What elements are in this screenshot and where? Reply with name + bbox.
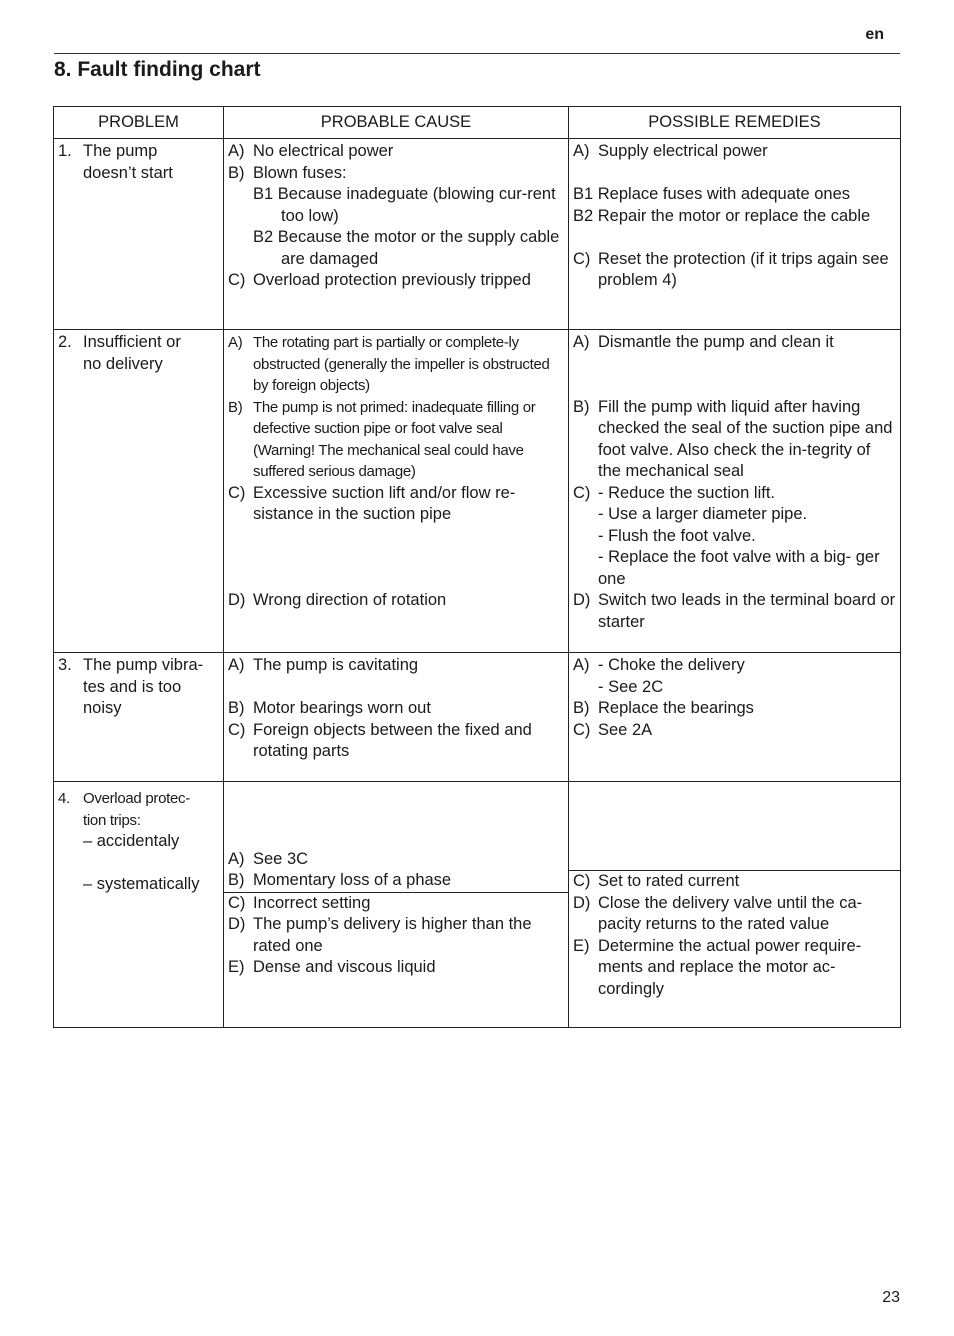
header-rule bbox=[54, 53, 900, 54]
table-row bbox=[54, 139, 901, 330]
remedy-label: C) bbox=[573, 483, 591, 502]
cause-text: Excessive suction lift and/or flow re-sistance in the suction pipe bbox=[253, 483, 516, 523]
problem-item bbox=[58, 655, 220, 720]
remedy-item bbox=[573, 249, 897, 292]
cause-item bbox=[228, 870, 565, 892]
cause-cell bbox=[224, 330, 569, 653]
problem-text: tes and is too bbox=[83, 677, 182, 696]
remedy-subitem: - Replace the foot valve with a big- ger one bbox=[598, 548, 880, 588]
problem-text: noisy bbox=[83, 699, 122, 717]
cause-text: The rotating part is partially or complete-ly obstructed (generally the impeller is obstructed by foreign objects) bbox=[253, 334, 550, 394]
remedy-label: E) bbox=[573, 936, 590, 955]
cause-label: D) bbox=[228, 591, 246, 609]
cause-item bbox=[228, 163, 565, 185]
cause-label: B) bbox=[228, 398, 243, 416]
cause-label: C) bbox=[228, 271, 246, 289]
problem-number: 4. bbox=[58, 790, 70, 807]
problem-text: no delivery bbox=[83, 354, 163, 373]
problem-text: tion trips: bbox=[83, 811, 141, 829]
cause-item bbox=[228, 590, 565, 612]
cause-text: Motor bearings worn out bbox=[253, 699, 431, 717]
cause-text: The pump’s delivery is higher than the rated one bbox=[253, 915, 532, 955]
remedy-item bbox=[573, 936, 897, 1001]
remedy-cell bbox=[569, 782, 901, 1028]
problem-text: The pump vibra- bbox=[83, 656, 204, 674]
cause-text: The pump is not primed: inadequate filling or defective suction pipe or foot valve seal (Warning! The mechanical seal could have suffered serious damage) bbox=[253, 398, 536, 480]
remedy-subitem: - Flush the foot valve. bbox=[598, 526, 756, 545]
cause-item bbox=[228, 397, 565, 483]
remedy-item bbox=[573, 332, 897, 354]
problem-item bbox=[58, 332, 220, 375]
cause-item bbox=[228, 957, 565, 979]
remedy-cell bbox=[569, 330, 901, 653]
table-row bbox=[54, 330, 901, 653]
remedy-label: C) bbox=[573, 249, 591, 268]
problem-number: 2. bbox=[58, 333, 72, 351]
remedy-text: - Choke the delivery bbox=[598, 656, 745, 674]
problem-cell bbox=[54, 653, 224, 782]
problem-number: 1. bbox=[58, 142, 72, 160]
remedy-item bbox=[573, 698, 897, 720]
cause-label: A) bbox=[228, 334, 243, 351]
header-probable-cause: PROBABLE CAUSE bbox=[224, 107, 569, 139]
remedy-label: D) bbox=[573, 591, 591, 609]
remedy-item bbox=[573, 655, 897, 677]
problem-text: doesn’t start bbox=[83, 163, 173, 182]
remedy-label: D) bbox=[573, 893, 591, 912]
cause-item bbox=[228, 483, 565, 526]
cause-label: C) bbox=[228, 483, 246, 502]
cause-label: C) bbox=[228, 720, 246, 739]
remedy-text: Fill the pump with liquid after having checked the seal of the suction pipe and foot valve. Also check the in-tegrity of the mechanical seal bbox=[598, 397, 893, 480]
remedy-text: See 2A bbox=[598, 720, 653, 739]
problem-mode: – systematically bbox=[83, 875, 200, 893]
cause-cell bbox=[224, 782, 569, 1028]
cause-text: Dense and viscous liquid bbox=[253, 958, 436, 976]
cause-text: See 3C bbox=[253, 849, 309, 868]
page-number: 23 bbox=[882, 1289, 900, 1306]
language-indicator: en bbox=[865, 26, 884, 43]
table-header-row bbox=[54, 107, 901, 139]
cause-text: No electrical power bbox=[253, 142, 394, 160]
remedy-item bbox=[573, 483, 897, 505]
remedy-label: A) bbox=[573, 142, 590, 160]
table-row bbox=[54, 653, 901, 782]
problem-cell bbox=[54, 782, 224, 1028]
header-problem: PROBLEM bbox=[54, 107, 224, 139]
remedy-label: B) bbox=[573, 699, 590, 717]
remedy-label: C) bbox=[573, 872, 591, 890]
cause-item bbox=[228, 893, 565, 915]
remedy-label: A) bbox=[573, 333, 590, 351]
cause-text: Momentary loss of a phase bbox=[253, 871, 452, 889]
remedy-label: C) bbox=[573, 720, 591, 739]
remedy-text: Reset the protection (if it trips again see problem 4) bbox=[598, 249, 889, 289]
cause-text: The pump is cavitating bbox=[253, 656, 419, 674]
cause-text: Overload protection previously tripped bbox=[253, 271, 531, 289]
cause-label: B) bbox=[228, 699, 245, 717]
fault-finding-table bbox=[53, 106, 901, 1028]
header-possible-remedies: POSSIBLE REMEDIES bbox=[569, 107, 901, 139]
remedy-text: - Reduce the suction lift. bbox=[598, 483, 776, 502]
cause-text: Foreign objects between the fixed and rotating parts bbox=[253, 720, 532, 760]
cause-label: B) bbox=[228, 163, 245, 182]
cause-item bbox=[228, 332, 565, 397]
remedy-item bbox=[573, 397, 897, 483]
problem-text: Overload protec- bbox=[83, 790, 190, 807]
cause-text: Wrong direction of rotation bbox=[253, 591, 447, 609]
problem-text: Insufficient or bbox=[83, 333, 181, 351]
cause-cell bbox=[224, 139, 569, 330]
cause-label: D) bbox=[228, 915, 246, 933]
cause-item bbox=[228, 849, 565, 871]
remedy-text: Supply electrical power bbox=[598, 142, 768, 160]
cause-label: E) bbox=[228, 958, 245, 976]
table-row bbox=[54, 782, 901, 1028]
problem-item bbox=[58, 141, 220, 184]
cause-item bbox=[228, 720, 565, 763]
remedy-text: Switch two leads in the terminal board or starter bbox=[598, 591, 896, 631]
cause-subitem: B2 Because the motor or the supply cable are damaged bbox=[253, 228, 560, 268]
cause-label: A) bbox=[228, 656, 245, 674]
cause-item bbox=[228, 914, 565, 957]
cause-label: C) bbox=[228, 893, 246, 912]
remedy-cell bbox=[569, 139, 901, 330]
remedy-text: Set to rated current bbox=[598, 872, 740, 890]
remedy-label: B) bbox=[573, 397, 590, 416]
problem-text: The pump bbox=[83, 142, 158, 160]
remedy-label: A) bbox=[573, 656, 590, 674]
remedy-item bbox=[573, 720, 897, 742]
remedy-text: Determine the actual power require-ments and replace the motor ac-cordingly bbox=[598, 936, 862, 998]
remedy-item: B2 Repair the motor or replace the cable bbox=[573, 206, 871, 225]
problem-item bbox=[58, 788, 220, 831]
remedy-text: Replace the bearings bbox=[598, 699, 754, 717]
remedy-item bbox=[573, 871, 897, 893]
problem-number: 3. bbox=[58, 656, 72, 674]
section-title: 8. Fault finding chart bbox=[54, 58, 261, 81]
problem-mode: – accidentaly bbox=[83, 832, 180, 850]
cause-item bbox=[228, 141, 565, 163]
remedy-item bbox=[573, 893, 897, 936]
remedy-subitem: - Use a larger diameter pipe. bbox=[598, 505, 808, 523]
problem-cell bbox=[54, 139, 224, 330]
remedy-item bbox=[573, 141, 897, 163]
remedy-cell bbox=[569, 653, 901, 782]
remedy-text: Close the delivery valve until the ca-pacity returns to the rated value bbox=[598, 893, 863, 933]
cause-item bbox=[228, 655, 565, 677]
cause-text: Incorrect setting bbox=[253, 893, 371, 912]
cause-cell bbox=[224, 653, 569, 782]
cause-item bbox=[228, 698, 565, 720]
problem-cell bbox=[54, 330, 224, 653]
cause-subitem: B1 Because inadeguate (blowing cur-rent too low) bbox=[253, 185, 556, 225]
remedy-item bbox=[573, 590, 897, 633]
cause-label: B) bbox=[228, 871, 245, 889]
cause-label: A) bbox=[228, 142, 245, 160]
cause-text: Blown fuses: bbox=[253, 163, 347, 182]
remedy-subitem: - See 2C bbox=[598, 677, 664, 696]
remedy-text: Dismantle the pump and clean it bbox=[598, 333, 834, 351]
remedy-item: B1 Replace fuses with adequate ones bbox=[573, 185, 851, 203]
cause-label: A) bbox=[228, 849, 245, 868]
cause-item bbox=[228, 270, 565, 292]
